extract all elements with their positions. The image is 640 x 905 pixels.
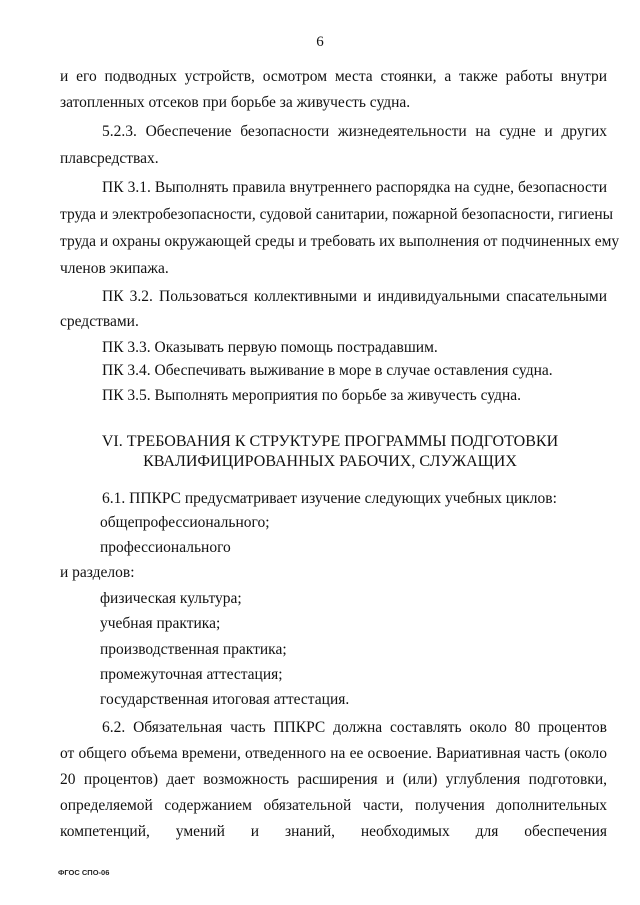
paragraph-line: ПК 3.2. Пользоваться коллективными и индивидуальными спасательными [102,288,607,305]
list-item: промежуточная аттестация; [100,666,283,683]
list-item: физическая культура; [100,590,242,607]
paragraph-line: 5.2.3. Обеспечение безопасности жизнедеятельности на судне и других [102,123,607,140]
paragraph-line: труда и охраны окружающей среды и требовать их выполнения от подчиненных ему [60,233,620,250]
paragraph-line: членов экипажа. [60,260,169,277]
paragraph-line: ПК 3.5. Выполнять мероприятия по борьбе за живучесть судна. [102,387,522,404]
list-item: учебная практика; [100,615,221,632]
paragraph-line: средствами. [60,313,139,330]
paragraph-line: определяемой содержанием обязательной части, получения дополнительных [60,797,607,814]
list-item: профессионального [100,539,231,556]
paragraph-line: 20 процентов) дает возможность расширения и (или) углубления подготовки, [60,771,607,788]
list-item: производственная практика; [100,641,287,658]
paragraph-line: 6.1. ППКРС предусматривает изучение следующих учебных циклов: [102,490,557,507]
list-item: общепрофессионального; [100,514,270,531]
paragraph-line: и его подводных устройств, осмотром места стоянки, а также работы внутри [60,68,607,85]
paragraph-line: ПК 3.4. Обеспечивать выживание в море в случае оставления судна. [102,362,553,379]
paragraph-line: затопленных отсеков при борьбе за живучесть судна. [60,94,411,111]
section-heading-line: КВАЛИФИЦИРОВАННЫХ РАБОЧИХ, СЛУЖАЩИХ [143,453,517,470]
paragraph-line: компетенций, умений и знаний, необходимых для обеспечения [60,823,607,840]
paragraph-line: ПК 3.3. Оказывать первую помощь пострадавшим. [102,339,438,356]
section-heading-line: VI. ТРЕБОВАНИЯ К СТРУКТУРЕ ПРОГРАММЫ ПОДГОТОВКИ [101,433,559,450]
list-item: государственная итоговая аттестация. [100,691,350,708]
paragraph-line: и разделов: [60,564,135,581]
paragraph-line: ПК 3.1. Выполнять правила внутреннего распорядка на судне, безопасности [102,179,607,196]
paragraph-line: от общего объема времени, отведенного на ее освоение. Вариативная часть (около [60,745,607,762]
paragraph-line: труда и электробезопасности, судовой санитарии, пожарной безопасности, гигиены [60,206,614,223]
paragraph-line: 6.2. Обязательная часть ППКРС должна составлять около 80 процентов [102,719,607,736]
paragraph-line: плавсредствах. [60,150,159,167]
page-number: 6 [316,34,324,50]
footer-code: ФГОС СПО-06 [58,868,110,877]
